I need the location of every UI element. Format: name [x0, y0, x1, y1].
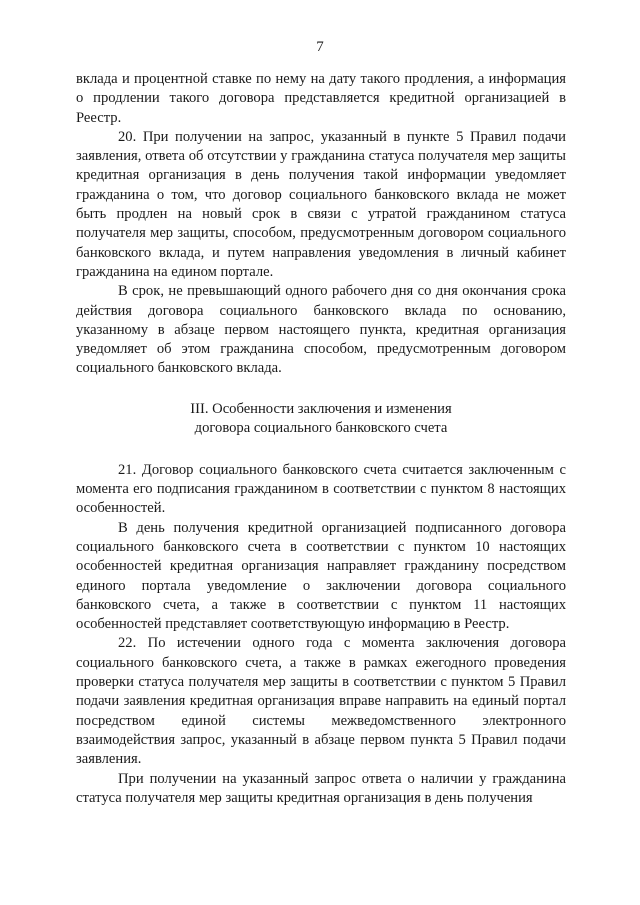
- section-heading-line-1: III. Особенности заключения и изменения: [190, 400, 452, 417]
- paragraph-item-22: 22. По истечении одного года с момента заключения договора социального банковского счета, а также в рамках ежегодного проведения проверки статуса получателя мер защиты в соответствии с пунктом 5 Правил подачи заявления кредитная организация вправе направить на единый портал посредством единой системы межведомственного электронного взаимодействия запрос, указанный в абзаце первом пункта 5 Правил подачи заявления.: [76, 635, 566, 768]
- section-heading-line-2: договора социального банковского счета: [194, 419, 448, 436]
- page-number: 7: [316, 39, 324, 55]
- paragraph-item-21: 21. Договор социального банковского счета считается заключенным с момента его подписания гражданином в соответствии с пунктом 8 настоящих особенностей.: [76, 461, 566, 517]
- document-body: [76, 70, 566, 808]
- paragraph-item-20: 20. При получении на запрос, указанный в пункте 5 Правил подачи заявления, ответа об отсутствии у гражданина статуса получателя мер защиты кредитная организация в день получения такой информации уведомляет гражданина о том, что договор социального банковского вклада не может быть продлен на новый срок в связи с утратой гражданином статуса получателя мер защиты, способом, предусмотренным договором социального банковского вклада, и путем направления уведомления в личный кабинет гражданина на едином портале.: [76, 128, 566, 280]
- paragraph-item-22-part-2: При получении на указанный запрос ответа о наличии у гражданина статуса получателя мер защиты кредитная организация в день получения: [76, 770, 566, 806]
- paragraph-item-20-part-2: В срок, не превышающий одного рабочего дня со дня окончания срока действия договора социального банковского вклада по основанию, указанному в абзаце первом настоящего пункта, кредитная организация уведомляет об этом гражданина способом, предусмотренным договором социального банковского вклада.: [76, 283, 566, 377]
- paragraph-continuation: вклада и процентной ставке по нему на дату такого продления, а информация о продлении такого договора представляется кредитной организацией в Реестр.: [76, 71, 566, 126]
- section-heading: [76, 400, 566, 438]
- paragraph-item-21-part-2: В день получения кредитной организацией подписанного договора социального банковского счета в соответствии с пунктом 10 настоящих особенностей кредитная организация направляет гражданину посредством единого портала уведомление о заключении договора социального банковского счета, а также в соответствии с пунктом 11 настоящих особенностей представляет соответствующую информацию в Реестр.: [76, 519, 566, 633]
